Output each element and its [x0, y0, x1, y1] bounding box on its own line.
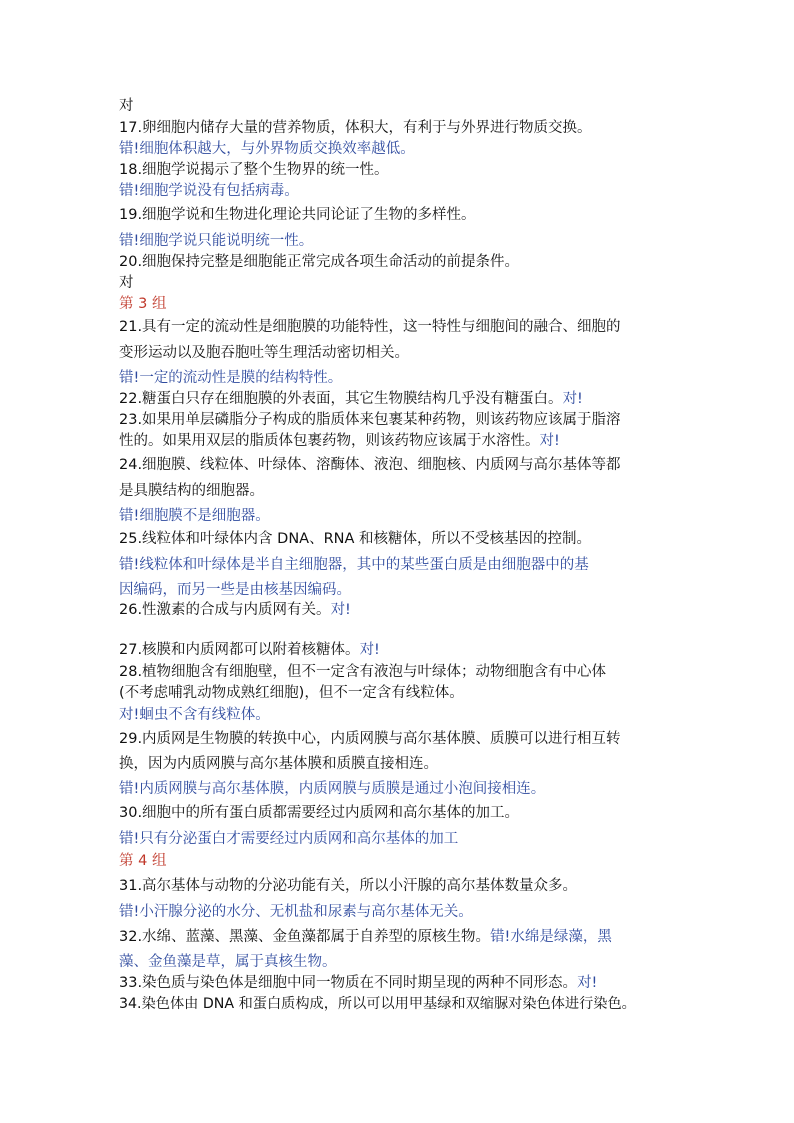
answer-32-cont: 藻、金鱼藻是草，属于真核生物。 [119, 954, 337, 970]
question-24-cont: 是具膜结构的细胞器。 [119, 483, 264, 499]
question-28: 28.植物细胞含有细胞壁，但不一定含有液泡与叶绿体；动物细胞含有中心体 [119, 664, 607, 680]
question-21-cont: 变形运动以及胞吞胞吐等生理活动密切相关。 [119, 345, 409, 361]
question-30: 30.细胞中的所有蛋白质都需要经过内质网和高尔基体的加工。 [119, 805, 520, 821]
question-31: 31.高尔基体与动物的分泌功能有关，所以小汗腺的高尔基体数量众多。 [119, 878, 578, 894]
answer-18: 错!细胞学说没有包括病毒。 [119, 183, 299, 199]
question-24: 24.细胞膜、线粒体、叶绿体、溶酶体、液泡、细胞核、内质网与高尔基体等都 [119, 457, 621, 473]
question-32: 32.水绵、蓝藻、黑藻、金鱼藻都属于自养型的原核生物。错!水绵是绿藻，黑 [119, 929, 612, 945]
group-heading: 第 3 组 [119, 296, 167, 312]
question-20: 20.细胞保持完整是细胞能正常完成各项生命活动的前提条件。 [119, 254, 520, 270]
answer-31: 错!小汗腺分泌的水分、无机盐和尿素与高尔基体无关。 [119, 904, 473, 920]
question-19: 19.细胞学说和生物进化理论共同论证了生物的多样性。 [119, 207, 476, 223]
text-line: 对 [119, 98, 134, 114]
inline-answer: 对! [359, 642, 380, 658]
inline-answer: 对! [330, 602, 351, 618]
question-23-cont: 性的。如果用双层的脂质体包裹药物，则该药物应该属于水溶性。对! [119, 433, 560, 449]
question-18: 18.细胞学说揭示了整个生物界的统一性。 [119, 162, 389, 178]
answer-17: 错!细胞体积越大，与外界物质交换效率越低。 [119, 141, 415, 157]
answer-19: 错!细胞学说只能说明统一性。 [119, 233, 314, 249]
question-27: 27.核膜和内质网都可以附着核糖体。对! [119, 642, 380, 658]
inline-answer: 对! [539, 433, 560, 449]
answer-30: 错!只有分泌蛋白才需要经过内质网和高尔基体的加工 [119, 831, 459, 847]
answer-20: 对 [119, 275, 134, 291]
question-17: 17.卵细胞内储存大量的营养物质，体积大，有利于与外界进行物质交换。 [119, 120, 592, 136]
group-heading: 第 4 组 [119, 853, 167, 869]
question-21: 21.具有一定的流动性是细胞膜的功能特性，这一特性与细胞间的融合、细胞的 [119, 319, 621, 335]
question-29-cont: 换，因为内质网膜与高尔基体膜和质膜直接相连。 [119, 756, 438, 772]
inline-answer: 错!水绵是绿藻，黑 [490, 929, 612, 945]
answer-25-cont: 因编码，而另一些是由核基因编码。 [119, 582, 351, 598]
inline-answer: 对! [577, 975, 598, 991]
inline-answer: 对! [562, 391, 583, 407]
answer-24: 错!细胞膜不是细胞器。 [119, 508, 270, 524]
question-28-cont: (不考虑哺乳动物成熟红细胞)，但不一定含有线粒体。 [119, 685, 464, 701]
question-34: 34.染色体由 DNA 和蛋白质构成，所以可以用甲基绿和双缩脲对染色体进行染色。 [119, 996, 636, 1012]
answer-21: 错!一定的流动性是膜的结构特性。 [119, 370, 343, 386]
question-26: 26.性激素的合成与内质网有关。对! [119, 602, 351, 618]
answer-29: 错!内质网膜与高尔基体膜，内质网膜与质膜是通过小泡间接相连。 [119, 781, 546, 797]
question-23: 23.如果用单层磷脂分子构成的脂质体来包裹某种药物，则该药物应该属于脂溶 [119, 412, 621, 428]
answer-28: 对!蛔虫不含有线粒体。 [119, 707, 270, 723]
question-29: 29.内质网是生物膜的转换中心，内质网膜与高尔基体膜、质膜可以进行相互转 [119, 731, 621, 747]
question-33: 33.染色质与染色体是细胞中同一物质在不同时期呈现的两种不同形态。对! [119, 975, 598, 991]
question-22: 22.糖蛋白只存在细胞膜的外表面，其它生物膜结构几乎没有糖蛋白。对! [119, 391, 583, 407]
question-25: 25.线粒体和叶绿体内含 DNA、RNA 和核糖体，所以不受核基因的控制。 [119, 531, 592, 547]
answer-25: 错!线粒体和叶绿体是半自主细胞器，其中的某些蛋白质是由细胞器中的基 [119, 557, 589, 573]
